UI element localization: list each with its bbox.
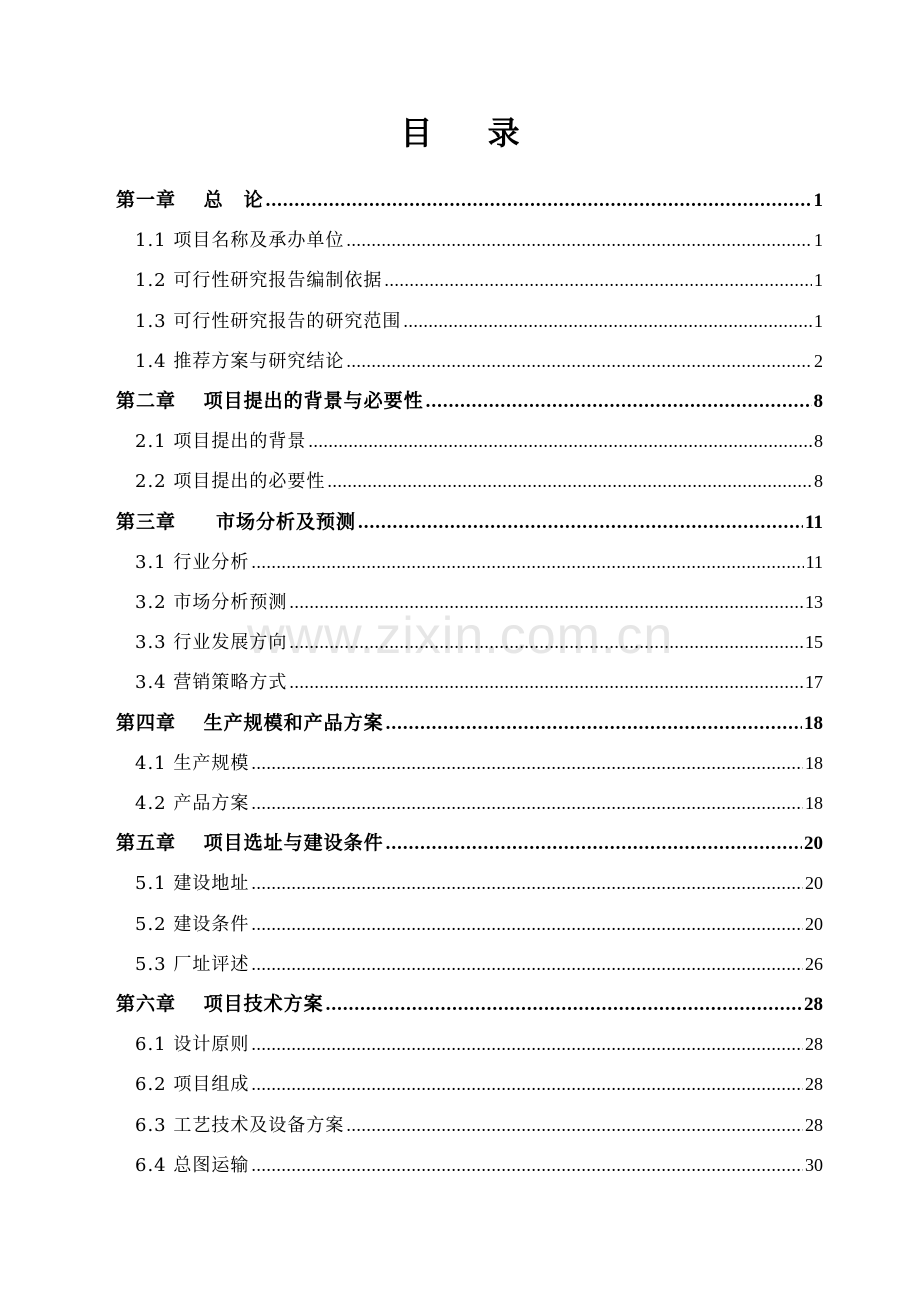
toc-leader-dots xyxy=(384,266,812,294)
toc-leader-dots xyxy=(251,749,803,777)
toc-leader-dots xyxy=(308,427,812,455)
toc-leader-dots xyxy=(327,467,812,495)
toc-entry-page-number: 8 xyxy=(813,391,823,412)
toc-entry-page-number: 11 xyxy=(805,551,823,572)
toc-entry-label: 5.3 厂址评述 xyxy=(135,953,250,975)
toc-section-entry[interactable] xyxy=(135,347,823,375)
toc-entry-label: 第三章 市场分析及预测 xyxy=(116,510,357,533)
toc-leader-dots xyxy=(251,1030,803,1058)
toc-leader-dots xyxy=(251,548,803,576)
toc-entry-page-number: 18 xyxy=(804,712,823,734)
toc-entry-label: 1.1 项目名称及承办单位 xyxy=(135,230,345,252)
toc-leader-dots xyxy=(326,991,802,1019)
watermark: www.zixin.com.cn xyxy=(247,607,674,665)
toc-entry-page-number: 1 xyxy=(814,270,823,291)
toc-section-entry[interactable] xyxy=(135,789,823,817)
toc-entry-page-number: 1 xyxy=(814,310,823,331)
toc-entry-page-number: 8 xyxy=(814,431,823,452)
toc-chapter-entry[interactable] xyxy=(116,387,823,415)
toc-entry-page-number: 28 xyxy=(805,1034,823,1055)
toc-entry-page-number: 1 xyxy=(814,230,823,251)
toc-entry-page-number: 28 xyxy=(804,994,823,1015)
toc-chapter-entry[interactable] xyxy=(116,990,823,1018)
toc-leader-dots xyxy=(251,910,803,938)
toc-entry-label: 5.2 建设条件 xyxy=(135,913,250,935)
toc-section-entry[interactable] xyxy=(135,467,823,495)
toc-leader-dots xyxy=(251,869,803,897)
toc-entry-label: 第二章 项目提出的背景与必要性 xyxy=(116,390,424,412)
toc-section-entry[interactable] xyxy=(135,1030,823,1058)
toc-entry-label: 2.1 项目提出的背景 xyxy=(135,431,307,453)
toc-section-entry[interactable] xyxy=(135,910,823,938)
toc-section-entry[interactable] xyxy=(135,950,823,978)
toc-entry-page-number: 18 xyxy=(805,752,823,773)
toc-entry-label: 第一章 总 论 xyxy=(116,189,264,211)
toc-entry-label: 4.1 生产规模 xyxy=(135,752,250,774)
toc-section-entry[interactable] xyxy=(135,548,823,576)
toc-entry-label: 6.3 工艺技术及设备方案 xyxy=(135,1114,345,1136)
toc-leader-dots xyxy=(289,588,803,616)
toc-entry-label: 6.2 项目组成 xyxy=(135,1074,250,1096)
toc-leader-dots xyxy=(251,789,803,817)
toc-section-entry[interactable] xyxy=(135,307,823,335)
toc-section-entry[interactable] xyxy=(135,869,823,897)
toc-chapter-entry[interactable] xyxy=(116,709,823,737)
toc-entry-page-number: 15 xyxy=(805,632,823,653)
toc-entry-label: 4.2 产品方案 xyxy=(135,793,250,814)
toc-entry-label: 3.1 行业分析 xyxy=(135,551,250,573)
toc-leader-dots xyxy=(251,1151,803,1179)
toc-section-entry[interactable] xyxy=(135,266,823,294)
toc-entry-label: 1.3 可行性研究报告的研究范围 xyxy=(135,310,402,332)
toc-leader-dots xyxy=(403,307,812,335)
toc-leader-dots xyxy=(289,668,803,696)
toc-section-entry[interactable] xyxy=(135,1111,823,1139)
toc-entry-page-number: 20 xyxy=(805,873,823,894)
toc-section-entry[interactable] xyxy=(135,628,823,656)
toc-entry-label: 1.2 可行性研究报告编制依据 xyxy=(135,270,383,292)
toc-entry-label: 6.1 设计原则 xyxy=(135,1034,250,1056)
toc-section-entry[interactable] xyxy=(135,427,823,455)
toc-section-entry[interactable] xyxy=(135,749,823,777)
toc-entry-page-number: 8 xyxy=(814,471,823,492)
toc-leader-dots xyxy=(346,226,812,254)
toc-section-entry[interactable] xyxy=(135,1070,823,1098)
toc-leader-dots xyxy=(426,388,812,416)
toc-section-entry[interactable] xyxy=(135,226,823,254)
toc-entry-page-number: 18 xyxy=(805,793,823,813)
toc-entry-page-number: 28 xyxy=(805,1074,823,1095)
toc-leader-dots xyxy=(358,509,803,537)
toc-leader-dots xyxy=(251,1070,803,1098)
toc-entry-page-number: 20 xyxy=(805,913,823,934)
toc-section-entry[interactable] xyxy=(135,588,823,616)
toc-leader-dots xyxy=(346,347,812,375)
toc-entry-page-number: 11 xyxy=(805,511,823,533)
toc-entry-label: 第六章 项目技术方案 xyxy=(116,993,324,1015)
toc-entry-label: 3.4 营销策略方式 xyxy=(135,672,288,694)
toc-chapter-entry[interactable] xyxy=(116,508,823,536)
toc-entry-label: 6.4 总图运输 xyxy=(135,1154,250,1176)
toc-entry-page-number: 2 xyxy=(814,350,823,371)
toc-entry-label: 5.1 建设地址 xyxy=(135,873,250,895)
toc-entry-page-number: 1 xyxy=(813,190,823,211)
toc-leader-dots xyxy=(346,1111,803,1139)
toc-entry-label: 2.2 项目提出的必要性 xyxy=(135,471,326,493)
toc-entry-label: 第四章 生产规模和产品方案 xyxy=(116,711,384,734)
toc-entry-label: 3.2 市场分析预测 xyxy=(135,592,288,613)
toc-entry-page-number: 28 xyxy=(805,1114,823,1135)
toc-chapter-entry[interactable] xyxy=(116,186,823,214)
toc-entry-page-number: 26 xyxy=(805,953,823,974)
toc-entry-page-number: 17 xyxy=(805,672,823,693)
toc-leader-dots xyxy=(251,950,803,978)
toc-chapter-entry[interactable] xyxy=(116,829,823,857)
toc-entry-label: 3.3 行业发展方向 xyxy=(135,632,288,654)
toc-entry-page-number: 20 xyxy=(804,833,823,855)
toc-leader-dots xyxy=(386,830,802,858)
toc-section-entry[interactable] xyxy=(135,1151,823,1179)
toc-entry-label: 第五章 项目选址与建设条件 xyxy=(116,832,384,855)
toc-entry-page-number: 13 xyxy=(805,592,823,612)
toc-leader-dots xyxy=(386,710,802,738)
page-title: 目 录 xyxy=(400,114,542,152)
toc-entry-label: 1.4 推荐方案与研究结论 xyxy=(135,350,345,372)
toc-section-entry[interactable] xyxy=(135,668,823,696)
toc-entry-page-number: 30 xyxy=(805,1154,823,1175)
toc-leader-dots xyxy=(266,187,812,215)
toc-leader-dots xyxy=(289,628,803,656)
